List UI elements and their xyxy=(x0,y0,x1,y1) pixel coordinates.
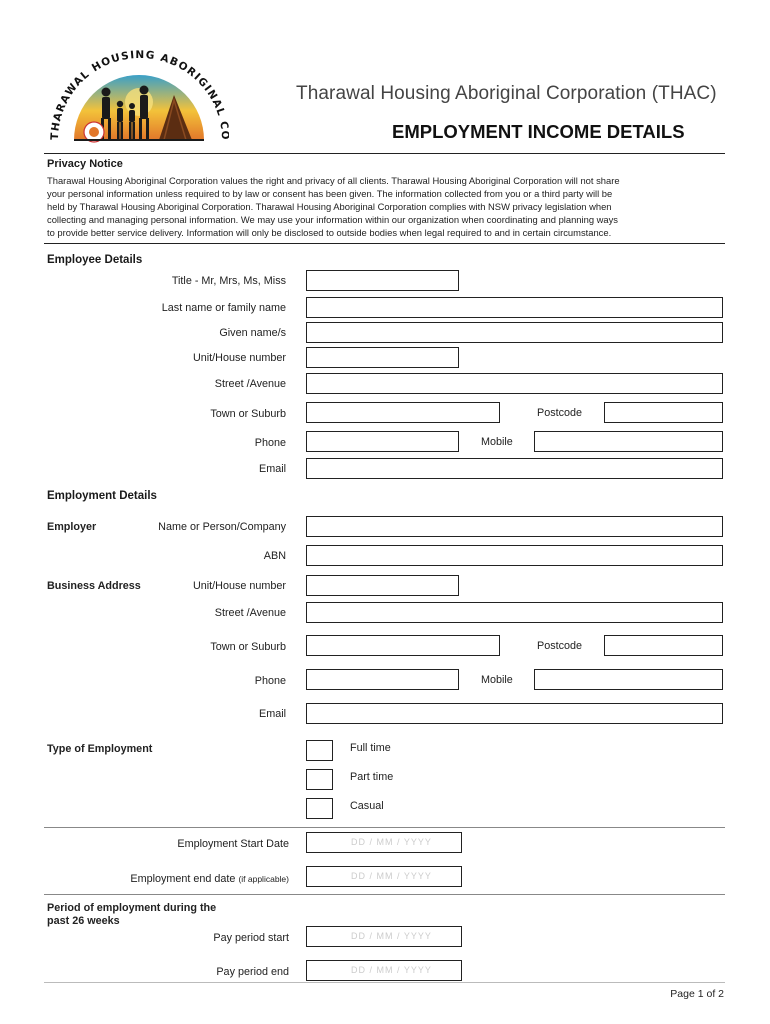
full-time-label: Full time xyxy=(350,742,391,754)
town-input[interactable] xyxy=(306,402,500,423)
business-phone-label: Phone xyxy=(254,675,286,687)
unit-input[interactable] xyxy=(306,347,459,368)
pay-period-end-label: Pay period end xyxy=(216,966,289,978)
business-town-input[interactable] xyxy=(306,635,500,656)
email-label: Email xyxy=(259,463,286,475)
employee-details-heading: Employee Details xyxy=(47,254,143,266)
postcode-input[interactable] xyxy=(604,402,723,423)
privacy-line: collecting and managing personal information. We may use your information within our organization when coordinating and planning ways xyxy=(47,214,618,225)
pay-period-end-input[interactable]: DD / MM / YYYY xyxy=(306,960,462,981)
pay-period-start-label: Pay period start xyxy=(213,932,289,944)
employer-name-label: Name or Person/Company xyxy=(158,521,286,533)
street-label: Street /Avenue xyxy=(214,378,286,390)
business-postcode-label: Postcode xyxy=(537,640,583,652)
privacy-divider xyxy=(44,243,725,244)
period-heading-line: past 26 weeks xyxy=(47,915,120,927)
end-date-label xyxy=(130,873,289,885)
type-of-employment-label: Type of Employment xyxy=(47,743,153,755)
page-number: Page 1 of 2 xyxy=(670,988,724,1000)
start-date-input[interactable]: DD / MM / YYYY xyxy=(306,832,462,853)
unit-label: Unit/House number xyxy=(192,352,286,364)
email-input[interactable] xyxy=(306,458,723,479)
business-email-label: Email xyxy=(259,708,286,720)
employment-details-heading: Employment Details xyxy=(47,490,157,502)
logo-arc-text: THARAWAL HOUSING ABORIGINAL xyxy=(48,49,228,141)
casual-checkbox[interactable] xyxy=(306,798,333,819)
privacy-heading: Privacy Notice xyxy=(47,158,123,170)
privacy-notice-text xyxy=(47,174,727,239)
town-label: Town or Suburb xyxy=(210,408,286,420)
section-divider xyxy=(44,827,725,828)
end-date-label-text: Employment end date xyxy=(130,873,236,885)
form-title: EMPLOYMENT INCOME DETAILS xyxy=(392,121,685,142)
header-divider xyxy=(44,153,725,154)
thac-logo xyxy=(44,40,229,155)
business-email-input[interactable] xyxy=(306,703,723,724)
employer-name-input[interactable] xyxy=(306,516,723,537)
privacy-line: your personal information unless required to by law or consent has been given. The information collected from you or a third party will be xyxy=(47,188,613,199)
end-date-input[interactable]: DD / MM / YYYY xyxy=(306,866,462,887)
mobile-label: Mobile xyxy=(481,436,513,448)
privacy-line: Tharawal Housing Aboriginal Corporation values the right and privacy of all clients. Tharawal Housing Aboriginal Corporation will not share xyxy=(47,175,620,186)
employer-label: Employer xyxy=(47,521,97,533)
business-postcode-input[interactable] xyxy=(604,635,723,656)
part-time-checkbox[interactable] xyxy=(306,769,333,790)
business-mobile-input[interactable] xyxy=(534,669,723,690)
last-name-input[interactable] xyxy=(306,297,723,318)
period-heading xyxy=(47,902,216,928)
part-time-label: Part time xyxy=(350,771,394,783)
business-street-label: Street /Avenue xyxy=(214,607,286,619)
business-town-label: Town or Suburb xyxy=(210,641,286,653)
business-unit-label: Unit/House number xyxy=(192,580,286,592)
organisation-name: Tharawal Housing Aboriginal Corporation (THAC) xyxy=(296,83,717,104)
full-time-checkbox[interactable] xyxy=(306,740,333,761)
privacy-line: to provide better service delivery. Information will only be disclosed to outside bodies when legal required to and in certain circumstance. xyxy=(47,227,612,238)
title-input[interactable] xyxy=(306,270,459,291)
given-names-label: Given name/s xyxy=(219,327,286,339)
title-label: Title - Mr, Mrs, Ms, Miss xyxy=(171,275,286,287)
street-input[interactable] xyxy=(306,373,723,394)
business-address-label: Business Address xyxy=(47,580,141,592)
last-name-label: Last name or family name xyxy=(161,302,286,314)
abn-label: ABN xyxy=(263,550,286,562)
business-unit-input[interactable] xyxy=(306,575,459,596)
postcode-label: Postcode xyxy=(537,407,583,419)
start-date-label: Employment Start Date xyxy=(177,838,289,850)
given-names-input[interactable] xyxy=(306,322,723,343)
phone-input[interactable] xyxy=(306,431,459,452)
casual-label: Casual xyxy=(350,800,384,812)
business-phone-input[interactable] xyxy=(306,669,459,690)
privacy-line: held by Tharawal Housing Aboriginal Corporation. Tharawal Housing Aboriginal Corporation complies with NSW privacy legislation when xyxy=(47,201,612,212)
abn-input[interactable] xyxy=(306,545,723,566)
phone-label: Phone xyxy=(254,437,286,449)
section-divider xyxy=(44,894,725,895)
period-heading-line: Period of employment during the xyxy=(47,902,217,914)
business-mobile-label: Mobile xyxy=(481,674,513,686)
business-street-input[interactable] xyxy=(306,602,723,623)
end-date-note: (if applicable) xyxy=(238,874,289,884)
pay-period-start-input[interactable]: DD / MM / YYYY xyxy=(306,926,462,947)
mobile-input[interactable] xyxy=(534,431,723,452)
footer-divider xyxy=(44,982,725,983)
